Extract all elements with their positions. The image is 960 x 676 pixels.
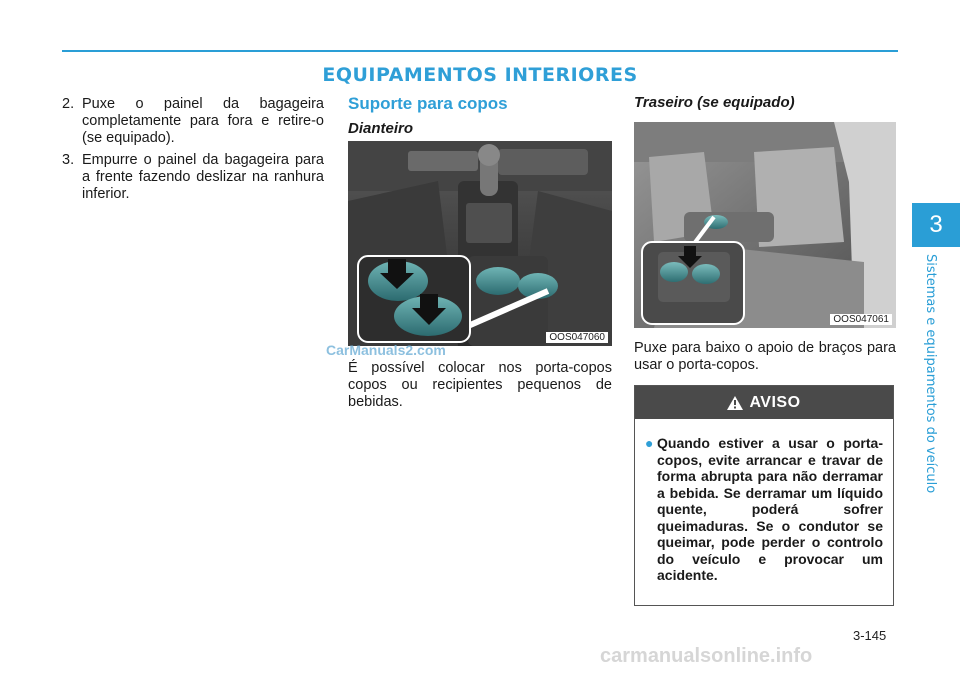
- left-column: [62, 96, 324, 208]
- figure-code: OOS047060: [546, 332, 608, 343]
- rear-paragraph: Puxe para baixo o apoio de braços para usar o porta-copos.: [634, 340, 896, 373]
- front-paragraph: É possível colocar nos porta-copos copos ou recipientes pequenos de bebidas.: [348, 360, 612, 410]
- step-number: 3.: [62, 152, 75, 168]
- step-text: Empurre o painel da bagageira para a frente fazendo deslizar na ranhura inferior.: [82, 152, 324, 202]
- chapter-title-text: Sistemas e equipamentos do veículo: [923, 254, 938, 494]
- right-column: [634, 94, 896, 112]
- step-item: [62, 152, 324, 203]
- front-subtitle: Dianteiro: [348, 120, 414, 137]
- step-text: Puxe o painel da bagageira completamente para fora e retire-o (se equipado).: [82, 96, 324, 146]
- page-section-title: EQUIPAMENTOS INTERIORES: [322, 64, 638, 86]
- watermark: CarManuals2.com: [326, 342, 446, 358]
- figure-code: OOS047061: [830, 314, 892, 325]
- top-rule: [62, 50, 898, 52]
- rear-cup-holder-illustration: [634, 122, 896, 328]
- front-cup-holder-figure: [348, 141, 612, 346]
- step-item: [62, 96, 324, 147]
- chapter-title-vertical: [923, 254, 941, 494]
- rear-subtitle: Traseiro (se equipado): [634, 94, 795, 111]
- cup-holder-section-title: Suporte para copos: [348, 94, 508, 113]
- footer-site-mark: carmanualsonline.info: [600, 645, 813, 667]
- chapter-tab: 3: [912, 203, 960, 247]
- warning-text: Quando estiver a usar o porta-copos, evite arrancar e travar de forma abrupta para não derramar a bebida. Se derramar um líquido quente, poderá sofrer queimaduras. Se o condutor se queimar, pode perder o controlo do veículo e provocar um acidente.: [657, 435, 883, 583]
- front-cup-holder-illustration: [348, 141, 612, 346]
- bullet-icon: ●: [645, 435, 654, 451]
- page-number: 3-145: [853, 628, 887, 643]
- warning-box: [634, 385, 894, 606]
- step-number: 2.: [62, 96, 75, 112]
- middle-column: [348, 94, 612, 138]
- warning-body: [635, 419, 893, 584]
- rear-cup-holder-figure: [634, 122, 896, 328]
- warning-header: [635, 386, 893, 419]
- warning-label: AVISO: [749, 393, 801, 411]
- warning-triangle-icon: [727, 396, 743, 410]
